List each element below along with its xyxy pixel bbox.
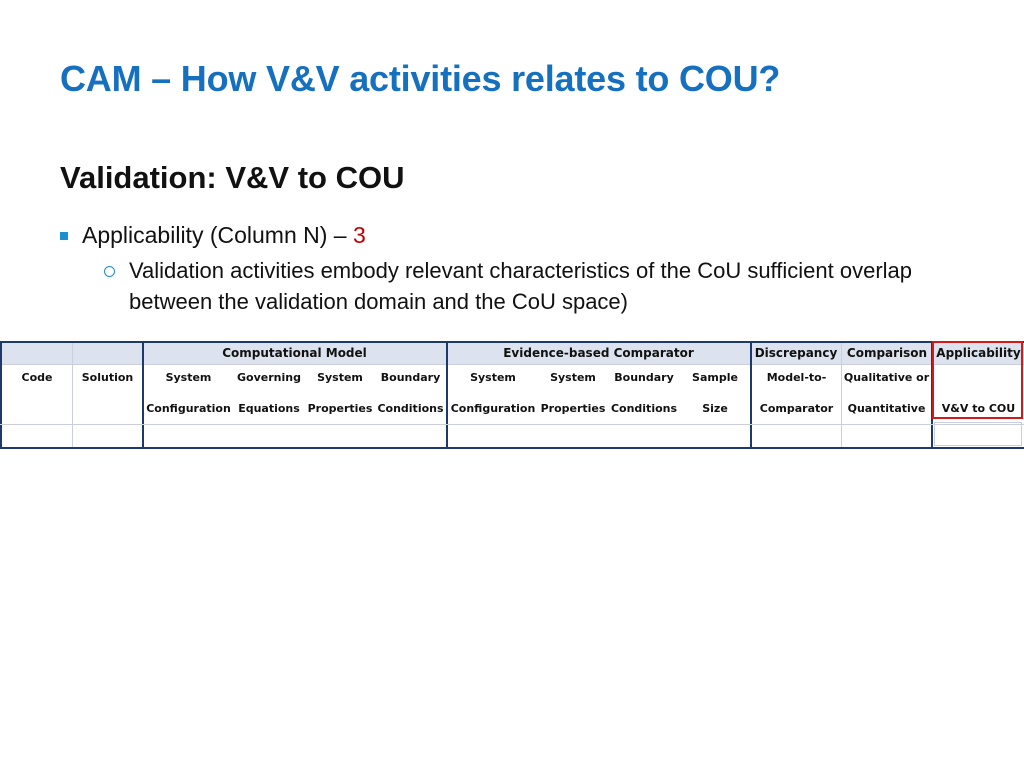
col-header-line2: Configuration xyxy=(450,402,536,415)
cam-table xyxy=(0,341,1024,449)
group-evidence-comparator: Evidence-based Comparator xyxy=(503,346,694,360)
bullet-applicability-text: Applicability (Column N) – xyxy=(82,222,353,248)
col-header-line1: Governing xyxy=(237,371,301,384)
slide-subtitle: Validation: V&V to COU xyxy=(60,160,405,195)
col-header-line1: Sample xyxy=(692,371,738,384)
col-header-line2: Equations xyxy=(238,402,300,415)
col-header-line1: System xyxy=(165,371,212,384)
applicability-value: 3 xyxy=(352,222,366,248)
col-header-line1: Code xyxy=(21,371,53,384)
col-header-sample-size xyxy=(680,364,750,424)
col-header-cm-system-properties xyxy=(305,364,375,424)
col-header-line2: V&V to COU xyxy=(941,402,1016,415)
sub-bullet-validation xyxy=(104,255,984,317)
col-header-line1: Boundary xyxy=(614,371,674,384)
col-header-line1: System xyxy=(550,371,596,384)
col-header-line1: System xyxy=(470,371,516,384)
col-header-ec-boundary-conditions xyxy=(608,364,680,424)
col-header-cm-system-configuration xyxy=(144,364,233,424)
col-header-model-to-comparator xyxy=(752,364,841,424)
bullet-applicability xyxy=(60,222,366,249)
square-bullet-icon xyxy=(60,232,68,240)
slide-title: CAM – How V&V activities relates to COU? xyxy=(60,58,781,99)
col-header-line2: Size xyxy=(702,402,728,415)
col-header-line1: Solution xyxy=(81,371,134,384)
group-comparison: Comparison xyxy=(846,346,928,360)
col-header-line1: Model-to- xyxy=(766,371,827,384)
col-header-line1: System xyxy=(317,371,363,384)
col-header-ec-system-configuration xyxy=(448,364,538,424)
group-computational-model: Computational Model xyxy=(222,346,367,360)
col-header-vv-to-cou xyxy=(933,364,1024,424)
col-header-line2: Conditions xyxy=(610,402,678,415)
col-header-line2: Properties xyxy=(307,402,373,415)
col-header-ec-system-properties xyxy=(538,364,608,424)
table-group-header-row xyxy=(0,343,1024,365)
col-header-governing-equations xyxy=(233,364,305,424)
col-header-line2: Configuration xyxy=(146,402,231,415)
col-header-qualitative-quantitative xyxy=(842,364,931,424)
col-header-line2: Quantitative xyxy=(847,402,926,415)
applicability-empty-cell xyxy=(934,422,1022,446)
table-row-divider xyxy=(0,424,1024,425)
col-header-line1: Qualitative or xyxy=(843,371,930,384)
col-header-line1: Boundary xyxy=(380,371,441,384)
col-header-line2: Comparator xyxy=(759,402,834,415)
col-header-line2: Properties xyxy=(540,402,606,415)
group-applicability: Applicability xyxy=(936,346,1021,360)
group-discrepancy: Discrepancy xyxy=(754,346,838,360)
col-header-code xyxy=(2,364,72,424)
col-header-solution xyxy=(73,364,142,424)
col-header-cm-boundary-conditions xyxy=(375,364,446,424)
sub-bullet-text: Validation activities embody relevant characteristics of the CoU sufficient overlap between the validation domain and the CoU space) xyxy=(129,258,913,314)
circle-bullet-icon xyxy=(104,266,115,277)
col-header-line2: Conditions xyxy=(377,402,444,415)
